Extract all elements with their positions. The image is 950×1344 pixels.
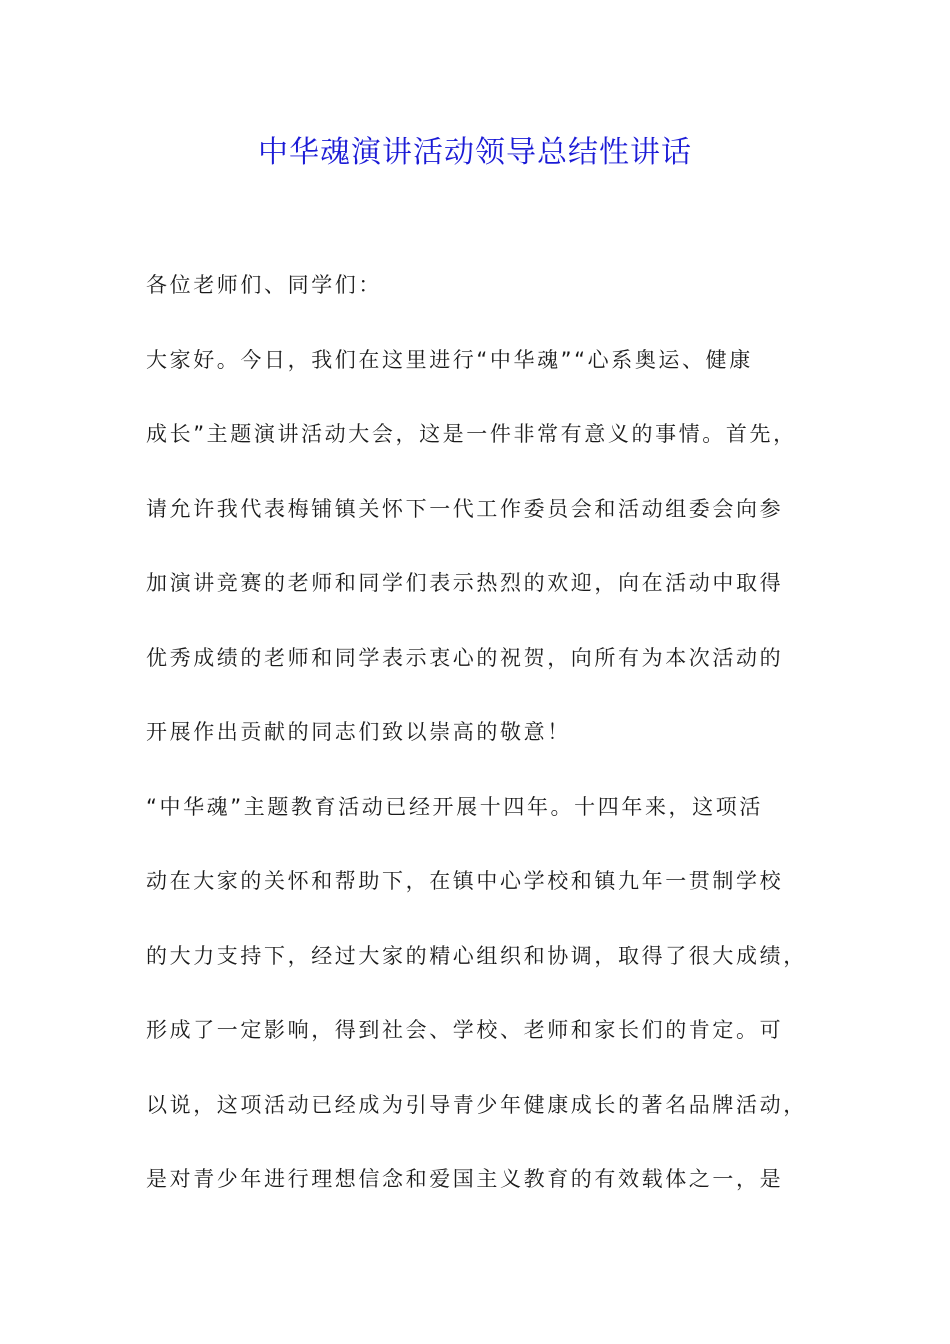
document-title: 中华魂演讲活动领导总结性讲话 (258, 135, 692, 170)
text-line: 加演讲竞赛的老师和同学们表示热烈的欢迎，向在活动中取得 (146, 571, 784, 595)
text-line: 各位老师们、同学们： (146, 273, 382, 297)
text-line: “中华魂”主题教育活动已经开展十四年。十四年来，这项活 (146, 794, 763, 819)
text-line: 的大力支持下，经过大家的精心组织和协调，取得了很大成绩， (146, 943, 807, 968)
text-line: 成长”主题演讲活动大会，这是一件非常有意义的事情。首先， (146, 422, 797, 446)
document-body (146, 260, 826, 1229)
text-line: 动在大家的关怀和帮助下，在镇中心学校和镇九年一贯制学校 (146, 869, 784, 893)
text-line: 以说，这项活动已经成为引导青少年健康成长的著名品牌活动， (146, 1092, 807, 1117)
text-line: 优秀成绩的老师和同学表示衷心的祝贺，向所有为本次活动的 (146, 645, 784, 670)
text-line: 是对青少年进行理想信念和爱国主义教育的有效载体之一，是 (146, 1167, 784, 1191)
text-line: 形成了一定影响，得到社会、学校、老师和家长们的肯定。可 (146, 1018, 784, 1042)
text-line: 开展作出贡献的同志们致以崇高的敬意！ (146, 720, 571, 744)
text-line: 请允许我代表梅铺镇关怀下一代工作委员会和活动组委会向参 (146, 496, 784, 521)
text-line: 大家好。今日，我们在这里进行“中华魂”“心系奥运、健康 (146, 347, 753, 372)
